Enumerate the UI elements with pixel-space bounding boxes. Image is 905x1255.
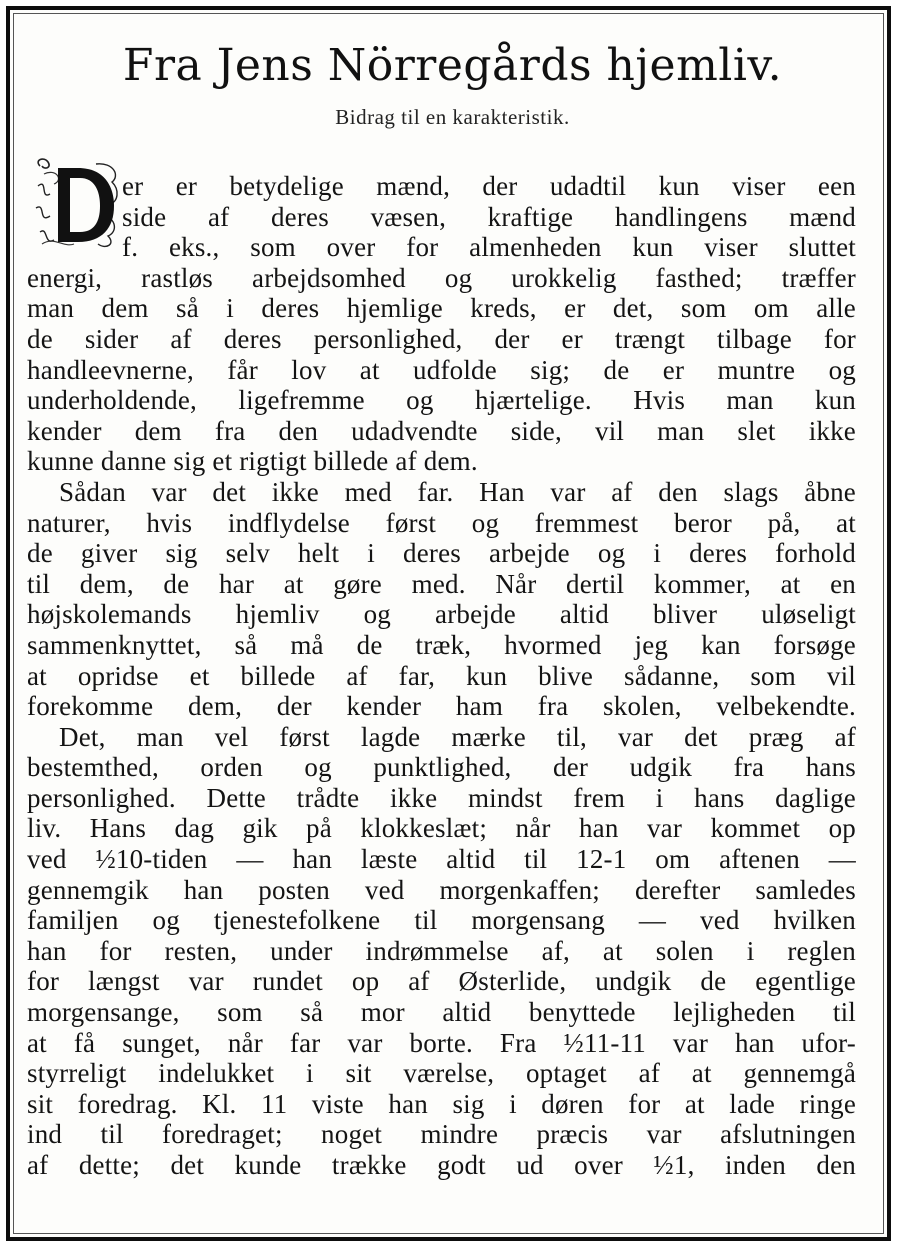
text-line: f. eks., som over for almenheden kun viser sluttet <box>122 232 856 263</box>
text-line: ved ½10-tiden — han læste altid til 12-1 om aftenen — <box>27 844 856 875</box>
text-line: til dem, de har at gøre med. Når dertil kommer, at en <box>27 568 856 599</box>
text-line: liv. Hans dag gik på klokkeslæt; når han var kommet op <box>27 813 856 844</box>
text-line: side af deres væsen, kraftige handlingens mænd <box>122 201 856 232</box>
text-line: underholdende, ligefremme og hjærtelige. Hvis man kun <box>27 385 856 416</box>
text-line: forekomme dem, der kender ham fra skolen, velbekendte. <box>27 691 856 722</box>
text-line: de sider af deres personlighed, der er trængt tilbage for <box>27 323 856 354</box>
text-line: Det, man vel først lagde mærke til, var det præg af <box>59 721 856 752</box>
text-line: handleevnerne, får lov at udfolde sig; de er muntre og <box>27 354 856 385</box>
text-line: styrreligt indelukket i sit værelse, optaget af at gennemgå <box>27 1058 856 1089</box>
text-line: energi, rastløs arbejdsomhed og urokkelig fasthed; træffer <box>27 262 856 293</box>
text-line: ind til foredraget; noget mindre præcis var afslutningen <box>27 1119 856 1150</box>
text-line: personlighed. Dette trådte ikke mindst frem i hans daglige <box>27 782 856 813</box>
text-line: familjen og tjenestefolkene til morgensang — ved hvilken <box>27 905 856 936</box>
text-line: kunne danne sig et rigtigt billede af dem. <box>27 446 478 477</box>
text-line: naturer, hvis indflydelse først og fremmest beror på, at <box>27 507 856 538</box>
text-line: gennemgik han posten ved morgenkaffen; derefter samledes <box>27 874 856 905</box>
text-line: kender dem fra den udadvendte side, vil man slet ikke <box>27 415 856 446</box>
article-subtitle: Bidrag til en karakteristik. <box>335 105 570 129</box>
text-line: bestemthed, orden og punktlighed, der udgik fra hans <box>27 752 856 783</box>
text-line: for længst var rundet op af Østerlide, undgik de egentlige <box>27 966 856 997</box>
text-line: de giver sig selv helt i deres arbejde og i deres forhold <box>27 538 856 569</box>
text-line: højskolemands hjemliv og arbejde altid bliver uløseligt <box>27 599 856 630</box>
text-line: af dette; det kunde trække godt ud over ½1, inden den <box>27 1150 856 1180</box>
text-line: sit foredrag. Kl. 11 viste han sig i døren for at lade ringe <box>27 1088 856 1119</box>
text-line: sammenknyttet, så må de træk, hvormed jeg kan forsøge <box>27 629 856 660</box>
text-line: man dem så i deres hjemlige kreds, er det, som om alle <box>27 293 856 324</box>
text-line: er er betydelige mænd, der udadtil kun viser een <box>122 171 856 201</box>
article-title: Fra Jens Nörregårds hjemliv. <box>122 40 783 91</box>
text-line: han for resten, under indrømmelse af, at solen i reglen <box>27 935 856 966</box>
text-line: morgensange, som så mor altid benyttede lejligheden til <box>27 997 856 1028</box>
text-line: at opridse et billede af far, kun blive sådanne, som vil <box>27 660 856 691</box>
text-line: at få sunget, når far var borte. Fra ½11-11 var han ufor- <box>27 1027 856 1058</box>
text-line: Sådan var det ikke med far. Han var af den slags åbne <box>59 476 856 507</box>
article-body <box>27 171 856 1181</box>
